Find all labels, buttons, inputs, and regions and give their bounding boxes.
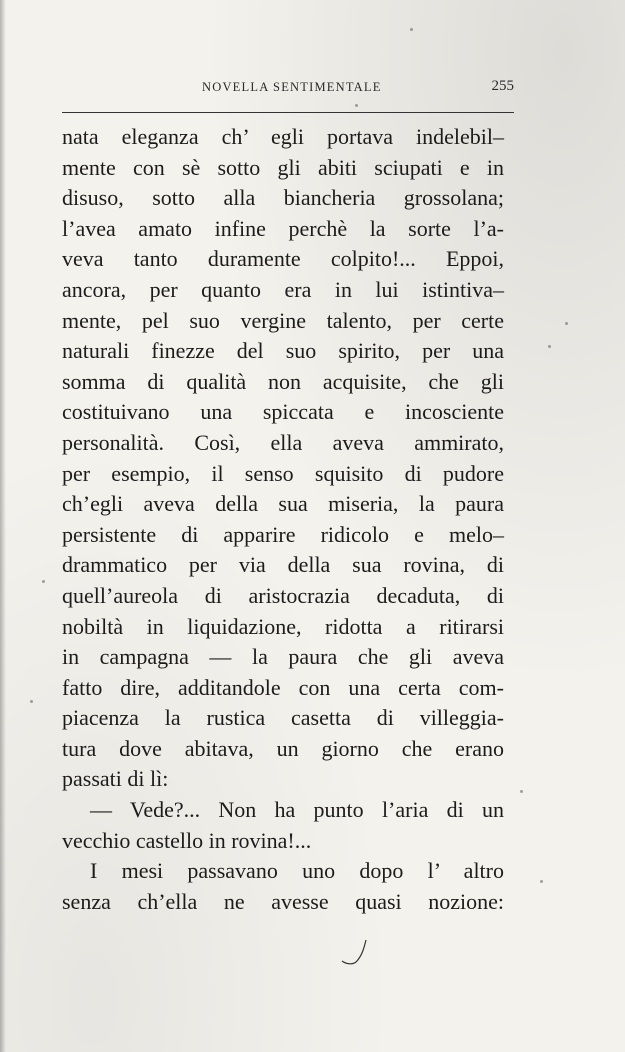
text-line: I mesi passavano uno dopo l’ altro bbox=[90, 858, 504, 884]
text-line: drammatico per via della sua rovina, di bbox=[62, 552, 504, 578]
running-title: NOVELLA SENTIMENTALE bbox=[202, 80, 382, 94]
text-line: nobiltà in liquidazione, ridotta a ritirarsi bbox=[62, 613, 504, 639]
text-line: in campagna — la paura che gli aveva bbox=[62, 644, 504, 670]
text-line: ch’egli aveva della sua miseria, la paura bbox=[62, 491, 504, 517]
text-line: tura dove abitava, un giorno che erano bbox=[62, 735, 504, 761]
text-line: per esempio, il senso squisito di pudore bbox=[62, 460, 504, 486]
text-line: mente con sè sotto gli abiti sciupati e in bbox=[62, 154, 504, 180]
text-line: quell’aureola di aristocrazia decaduta, di bbox=[62, 582, 504, 608]
text-line: persistente di apparire ridicolo e melo– bbox=[62, 521, 504, 547]
paper-speck bbox=[540, 880, 543, 883]
text-line: disuso, sotto alla biancheria grossolana; bbox=[62, 185, 504, 211]
paper-speck bbox=[355, 104, 358, 107]
text-line: mente, pel suo vergine talento, per certe bbox=[62, 307, 504, 333]
paper-speck bbox=[548, 345, 551, 348]
text-line: costituivano una spiccata e incosciente bbox=[62, 399, 504, 425]
header-rule bbox=[62, 112, 514, 113]
text-line: vecchio castello in rovina!... bbox=[62, 827, 312, 853]
text-line: l’avea amato infine perchè la sorte l’a- bbox=[62, 215, 504, 241]
page-number: 255 bbox=[491, 78, 514, 94]
text-line: senza ch’ella ne avesse quasi nozione: bbox=[62, 888, 504, 914]
text-line: naturali finezze del suo spirito, per una bbox=[62, 338, 504, 364]
page-edge-shadow bbox=[0, 0, 6, 1052]
text-line: veva tanto duramente colpito!... Eppoi, bbox=[62, 246, 504, 272]
text-line: ancora, per quanto era in lui istintiva– bbox=[62, 276, 504, 302]
text-line: nata eleganza ch’ egli portava indelebil– bbox=[62, 124, 504, 149]
paper-speck bbox=[42, 580, 45, 583]
body-text bbox=[62, 122, 504, 917]
paper-speck bbox=[565, 322, 568, 325]
text-line: piacenza la rustica casetta di villeggia- bbox=[62, 705, 504, 731]
text-line: personalità. Così, ella aveva ammirato, bbox=[62, 429, 504, 455]
paper-speck bbox=[410, 28, 413, 31]
paper-speck bbox=[30, 700, 33, 703]
paper-speck bbox=[520, 790, 523, 793]
text-line: — Vede?... Non ha punto l’aria di un bbox=[90, 797, 504, 823]
text-line: passati di lì: bbox=[62, 766, 169, 792]
text-line: fatto dire, additandole con una certa com- bbox=[62, 674, 504, 700]
pen-mark-icon bbox=[338, 938, 378, 968]
running-header bbox=[62, 78, 514, 100]
text-line: somma di qualità non acquisite, che gli bbox=[62, 368, 504, 394]
